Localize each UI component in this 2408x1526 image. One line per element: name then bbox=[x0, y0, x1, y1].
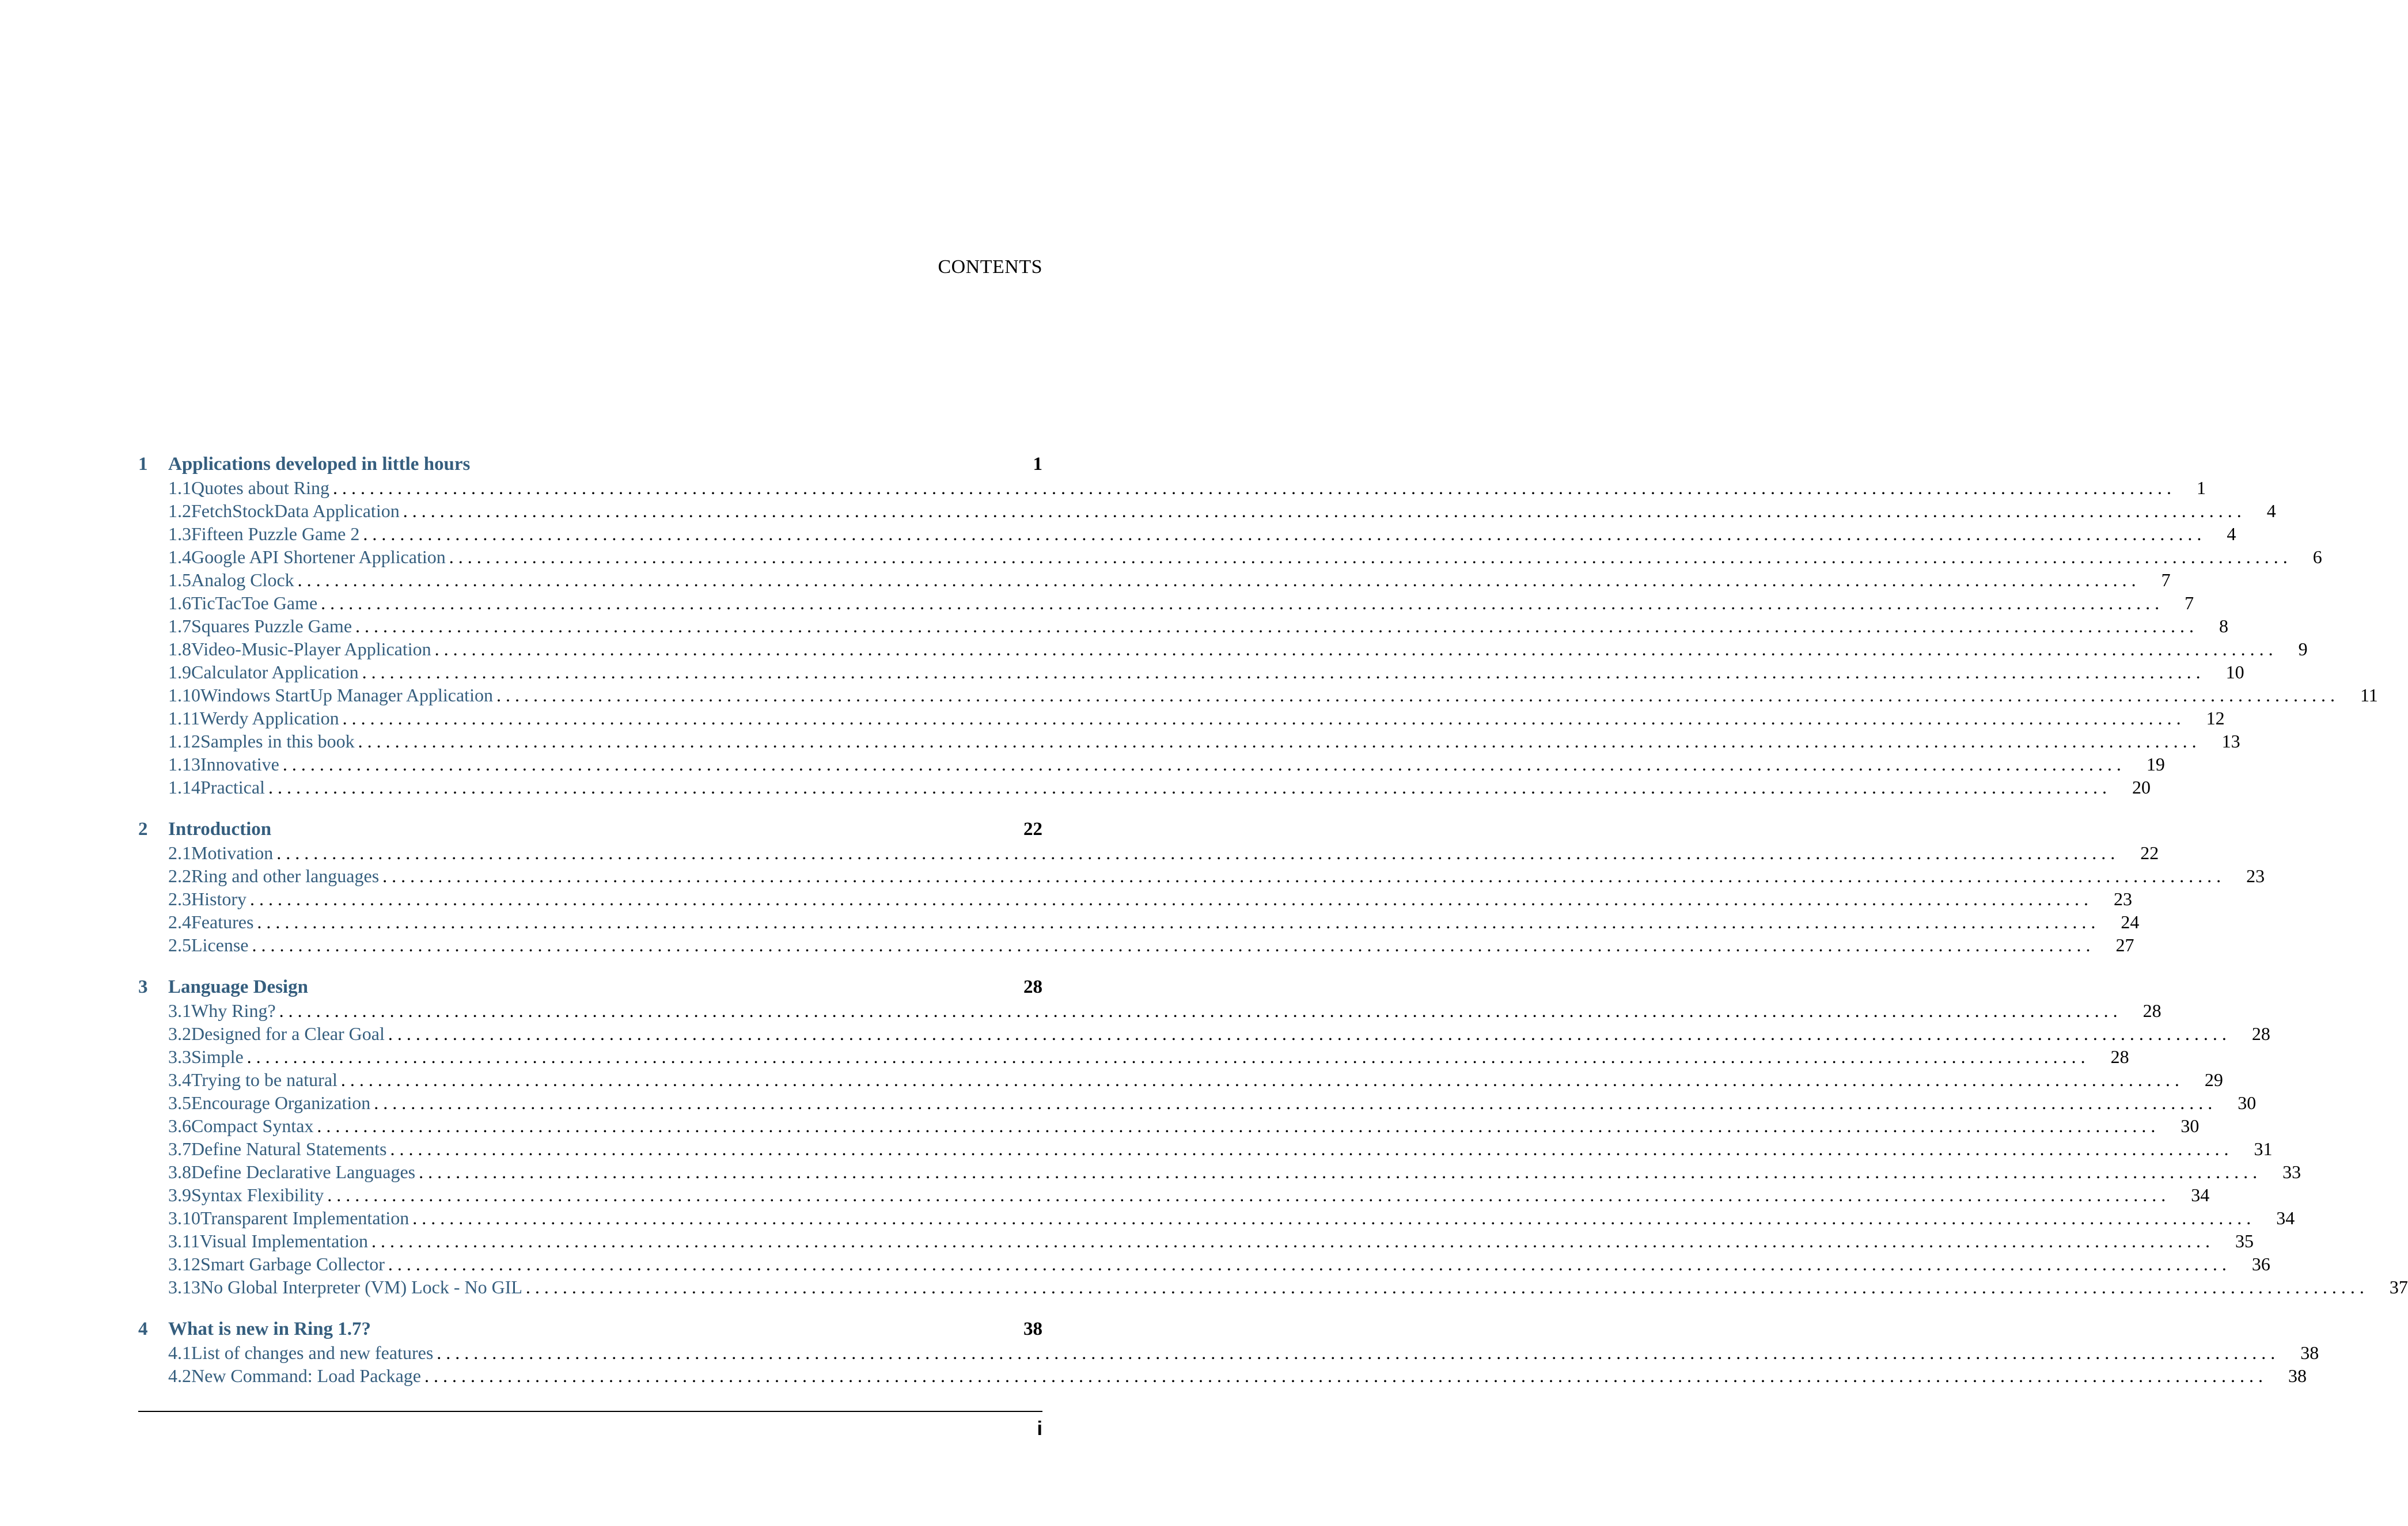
section-number: 1.3 bbox=[168, 523, 191, 544]
dot-leader: . . . . . . . . . . . . . . . . . . . . . . . . . . . . . . . . . . . . . . . . . . . . . . . . . . . . . . . . . . . . . . . . . . . . . . . . . . . . . . . . . . . . . . . . . . . . . . . . . . . . . . . . . . . . . . . . . . . . . . . . . . . . . . . . . . . . . . . . . . . . . . . . . . . . . . . . . . . . . . . . . . . . . . . . . . . . . . . . . . . . . . . . . . . . . . . . . . . . . . . . bbox=[247, 1046, 2085, 1067]
section-number: 1.1 bbox=[168, 477, 191, 498]
toc-section-link[interactable] bbox=[138, 1114, 2200, 1137]
section-number: 3.10 bbox=[168, 1208, 200, 1228]
toc-section-link[interactable] bbox=[138, 887, 2132, 910]
section-title[interactable]: FetchStockData Application bbox=[191, 500, 400, 521]
section-page-number: 8 bbox=[2219, 616, 2229, 636]
section-number: 1.5 bbox=[168, 570, 191, 590]
section-title[interactable]: Innovative bbox=[200, 754, 279, 775]
page-number: i bbox=[1037, 1418, 1042, 1440]
chapter-number: 2 bbox=[138, 819, 148, 840]
dot-leader: . . . . . . . . . . . . . . . . . . . . . . . . . . . . . . . . . . . . . . . . . . . . . . . . . . . . . . . . . . . . . . . . . . . . . . . . . . . . . . . . . . . . . . . . . . . . . . . . . . . . . . . . . . . . . . . . . . . . . . . . . . . . . . . . . . . . . . . . . . . . . . . . . . . . . . . . . . . . . . . . . . . . . . . . . . . . . . . . . . . . . . . . . . . . . . . . . . . . . . . . bbox=[342, 708, 2181, 728]
toc-section-link[interactable] bbox=[138, 707, 2225, 730]
section-number: 4.2 bbox=[168, 1365, 191, 1386]
toc-section-link[interactable] bbox=[138, 568, 2171, 591]
section-number: 3.1 bbox=[168, 1000, 191, 1021]
section-title[interactable]: List of changes and new features bbox=[191, 1342, 434, 1363]
dot-leader: . . . . . . . . . . . . . . . . . . . . . . . . . . . . . . . . . . . . . . . . . . . . . . . . . . . . . . . . . . . . . . . . . . . . . . . . . . . . . . . . . . . . . . . . . . . . . . . . . . . . . . . . . . . . . . . . . . . . . . . . . . . . . . . . . . . . . . . . . . . . . . . . . . . . . . . . . . . . . . . . . . . . . . . . . . . . . . . . . . . . . . . . . . . . . . . . . . . . . . . . bbox=[434, 639, 2273, 659]
dot-leader: . . . . . . . . . . . . . . . . . . . . . . . . . . . . . . . . . . . . . . . . . . . . . . . . . . . . . . . . . . . . . . . . . . . . . . . . . . . . . . . . . . . . . . . . . . . . . . . . . . . . . . . . . . . . . . . . . . . . . . . . . . . . . . . . . . . . . . . . . . . . . . . . . . . . . . . . . . . . . . . . . . . . . . . . . . . . . . . . . . . . . . . . . . . . . . . . . . . . . . . . bbox=[424, 1365, 2263, 1386]
page-header-title: CONTENTS bbox=[938, 256, 1042, 278]
toc-chapter bbox=[138, 1317, 2319, 1387]
dot-leader: . . . . . . . . . . . . . . . . . . . . . . . . . . . . . . . . . . . . . . . . . . . . . . . . . . . . . . . . . . . . . . . . . . . . . . . . . . . . . . . . . . . . . . . . . . . . . . . . . . . . . . . . . . . . . . . . . . . . . . . . . . . . . . . . . . . . . . . . . . . . . . . . . . . . . . . . . . . . . . . . . . . . . . . . . . . . . . . . . . . . . . . . . . . . . . . . . . . . . . . . bbox=[390, 1138, 2229, 1159]
chapter-title[interactable]: What is new in Ring 1.7? bbox=[168, 1319, 371, 1339]
section-number: 3.9 bbox=[168, 1185, 191, 1205]
dot-leader: . . . . . . . . . . . . . . . . . . . . . . . . . . . . . . . . . . . . . . . . . . . . . . . . . . . . . . . . . . . . . . . . . . . . . . . . . . . . . . . . . . . . . . . . . . . . . . . . . . . . . . . . . . . . . . . . . . . . . . . . . . . . . . . . . . . . . . . . . . . . . . . . . . . . . . . . . . . . . . . . . . . . . . . . . . . . . . . . . . . . . . . . . . . . . . . . . . . . . . . . bbox=[371, 1231, 2210, 1251]
section-title[interactable]: Video-Music-Player Application bbox=[191, 639, 431, 659]
toc-section-link[interactable] bbox=[138, 1091, 2257, 1114]
section-number: 3.3 bbox=[168, 1046, 191, 1067]
section-page-number: 9 bbox=[2298, 639, 2308, 659]
section-title[interactable]: Features bbox=[191, 912, 254, 932]
section-number: 2.5 bbox=[168, 935, 191, 955]
section-number: 2.3 bbox=[168, 889, 191, 909]
section-number: 3.5 bbox=[168, 1092, 191, 1113]
section-number: 3.7 bbox=[168, 1138, 191, 1159]
toc-chapter-link[interactable] bbox=[138, 452, 1042, 476]
section-page-number: 7 bbox=[2185, 593, 2194, 613]
toc-section-link[interactable] bbox=[138, 591, 2194, 614]
section-page-number: 30 bbox=[2238, 1092, 2257, 1113]
section-title[interactable]: Encourage Organization bbox=[191, 1092, 371, 1113]
section-page-number: 1 bbox=[2196, 477, 2206, 498]
section-number: 1.10 bbox=[168, 685, 200, 705]
section-title[interactable]: Compact Syntax bbox=[191, 1115, 314, 1136]
section-title[interactable]: New Command: Load Package bbox=[191, 1365, 421, 1386]
section-page-number: 34 bbox=[2276, 1208, 2295, 1228]
dot-leader: . . . . . . . . . . . . . . . . . . . . . . . . . . . . . . . . . . . . . . . . . . . . . . . . . . . . . . . . . . . . . . . . . . . . . . . . . . . . . . . . . . . . . . . . . . . . . . . . . . . . . . . . . . . . . . . . . . . . . . . . . . . . . . . . . . . . . . . . . . . . . . . . . . . . . . . . . . . . . . . . . . . . . . . . . . . . . . . . . . . . . . . . . . . . . . . . . . . . . . . . bbox=[449, 546, 2288, 567]
section-page-number: 27 bbox=[2115, 935, 2134, 955]
toc-chapter bbox=[138, 975, 2408, 1299]
dot-leader: . . . . . . . . . . . . . . . . . . . . . . . . . . . . . . . . . . . . . . . . . . . . . . . . . . . . . . . . . . . . . . . . . . . . . . . . . . . . . . . . . . . . . . . . . . . . . . . . . . . . . . . . . . . . . . . . . . . . . . . . . . . . . . . . . . . . . . . . . . . . . . . . . . . . . . . . . . . . . . . . . . . . . . . . . . . . . . . . . . . . . . . . . . . . . . . . . . . . . . . . bbox=[276, 842, 2115, 863]
dot-leader: . . . . . . . . . . . . . . . . . . . . . . . . . . . . . . . . . . . . . . . . . . . . . . . . . . . . . . . . . . . . . . . . . . . . . . . . . . . . . . . . . . . . . . . . . . . . . . . . . . . . . . . . . . . . . . . . . . . . . . . . . . . . . . . . . . . . . . . . . . . . . . . . . . . . . . . . . . . . . . . . . . . . . . . . . . . . . . . . . . . . . . . . . . . . . . . . . . . . . . . . bbox=[279, 1000, 2118, 1021]
section-number: 1.8 bbox=[168, 639, 191, 659]
section-title[interactable]: Define Declarative Languages bbox=[191, 1161, 416, 1182]
section-page-number: 19 bbox=[2146, 754, 2165, 775]
section-number: 3.4 bbox=[168, 1069, 191, 1090]
toc-section-link[interactable] bbox=[138, 1137, 2273, 1160]
section-page-number: 23 bbox=[2246, 866, 2265, 886]
dot-leader: . . . . . . . . . . . . . . . . . . . . . . . . . . . . . . . . . . . . . . . . . . . . . . . . . . . . . . . . . . . . . . . . . . . . . . . . . . . . . . . . . . . . . . . . . . . . . . . . . . . . . . . . . . . . . . . . . . . . . . . . . . . . . . . . . . . . . . . . . . . . . . . . . . . . . . . . . . . . . . . . . . . . . . . . . . . . . . . . . . . . . . . . . . . . . . . . . . . . . . . . bbox=[403, 500, 2242, 521]
toc-section-link[interactable] bbox=[138, 637, 2308, 660]
section-page-number: 30 bbox=[2181, 1115, 2200, 1136]
dot-leader: . . . . . . . . . . . . . . . . . . . . . . . . . . . . . . . . . . . . . . . . . . . . . . . . . . . . . . . . . . . . . . . . . . . . . . . . . . . . . . . . . . . . . . . . . . . . . . . . . . . . . . . . . . . . . . . . . . . . . . . . . . . . . . . . . . . . . . . . . . . . . . . . . . . . . . . . . . . . . . . . . . . . . . . . . . . . . . . . . . . . . . . . . . . . . . . . . . . . . . . . bbox=[282, 754, 2121, 775]
dot-leader: . . . . . . . . . . . . . . . . . . . . . . . . . . . . . . . . . . . . . . . . . . . . . . . . . . . . . . . . . . . . . . . . . . . . . . . . . . . . . . . . . . . . . . . . . . . . . . . . . . . . . . . . . . . . . . . . . . . . . . . . . . . . . . . . . . . . . . . . . . . . . . . . . . . . . . . . . . . . . . . . . . . . . . . . . . . . . . . . . . . . . . . . . . . . . . . . . . . . . . . . bbox=[340, 1069, 2179, 1090]
section-title[interactable]: No Global Interpreter (VM) Lock - No GIL bbox=[200, 1277, 522, 1297]
chapter-title[interactable]: Applications developed in little hours bbox=[168, 454, 471, 474]
toc-section-link[interactable] bbox=[138, 1045, 2129, 1068]
chapter-page-number: 1 bbox=[1033, 454, 1042, 474]
section-title[interactable]: Transparent Implementation bbox=[200, 1208, 409, 1228]
section-title[interactable]: Simple bbox=[191, 1046, 244, 1067]
section-number: 1.9 bbox=[168, 662, 191, 682]
section-page-number: 38 bbox=[2300, 1342, 2319, 1363]
section-title[interactable]: Define Natural Statements bbox=[191, 1138, 387, 1159]
dot-leader: . . . . . . . . . . . . . . . . . . . . . . . . . . . . . . . . . . . . . . . . . . . . . . . . . . . . . . . . . . . . . . . . . . . . . . . . . . . . . . . . . . . . . . . . . . . . . . . . . . . . . . . . . . . . . . . . . . . . . . . . . . . . . . . . . . . . . . . . . . . . . . . . . . . . . . . . . . . . . . . . . . . . . . . . . . . . . . . . . . . . . . . . . . . . . . . . . . . . . . . . bbox=[525, 1277, 2364, 1297]
dot-leader: . . . . . . . . . . . . . . . . . . . . . . . . . . . . . . . . . . . . . . . . . . . . . . . . . . . . . . . . . . . . . . . . . . . . . . . . . . . . . . . . . . . . . . . . . . . . . . . . . . . . . . . . . . . . . . . . . . . . . . . . . . . . . . . . . . . . . . . . . . . . . . . . . . . . . . . . . . . . . . . . . . . . . . . . . . . . . . . . . . . . . . . . . . . . . . . . . . . . . . . . bbox=[388, 1254, 2227, 1274]
dot-leader: . . . . . . . . . . . . . . . . . . . . . . . . . . . . . . . . . . . . . . . . . . . . . . . . . . . . . . . . . . . . . . . . . . . . . . . . . . . . . . . . . . . . . . . . . . . . . . . . . . . . . . . . . . . . . . . . . . . . . . . . . . . . . . . . . . . . . . . . . . . . . . . . . . . . . . . . . . . . . . . . . . . . . . . . . . . . . . . . . . . . . . . . . . . . . . . . . . . . . . . . bbox=[297, 570, 2136, 590]
section-title[interactable]: Google API Shortener Application bbox=[191, 546, 446, 567]
section-number: 3.11 bbox=[168, 1231, 200, 1251]
section-page-number: 28 bbox=[2251, 1023, 2270, 1044]
dot-leader: . . . . . . . . . . . . . . . . . . . . . . . . . . . . . . . . . . . . . . . . . . . . . . . . . . . . . . . . . . . . . . . . . . . . . . . . . . . . . . . . . . . . . . . . . . . . . . . . . . . . . . . . . . . . . . . . . . . . . . . . . . . . . . . . . . . . . . . . . . . . . . . . . . . . . . . . . . . . . . . . . . . . . . . . . . . . . . . . . . . . . . . . . . . . . . . . . . . . . . . . bbox=[362, 662, 2201, 682]
toc-section-link[interactable] bbox=[138, 614, 2229, 637]
toc-section-link[interactable] bbox=[138, 1068, 2223, 1091]
dot-leader: . . . . . . . . . . . . . . . . . . . . . . . . . . . . . . . . . . . . . . . . . . . . . . . . . . . . . . . . . . . . . . . . . . . . . . . . . . . . . . . . . . . . . . . . . . . . . . . . . . . . . . . . . . . . . . . . . . . . . . . . . . . . . . . . . . . . . . . . . . . . . . . . . . . . . . . . . . . . . . . . . . . . . . . . . . . . . . . . . . . . . . . . . . . . . . . . . . . . . . . . bbox=[250, 889, 2088, 909]
section-title[interactable]: Motivation bbox=[191, 842, 274, 863]
section-title[interactable]: Practical bbox=[200, 777, 265, 798]
section-title[interactable]: Werdy Application bbox=[199, 708, 339, 728]
dot-leader: . . . . . . . . . . . . . . . . . . . . . . . . . . . . . . . . . . . . . . . . . . . . . . . . . . . . . . . . . . . . . . . . . . . . . . . . . . . . . . . . . . . . . . . . . . . . . . . . . . . . . . . . . . . . . . . . . . . . . . . . . . . . . . . . . . . . . . . . . . . . . . . . . . . . . . . . . . . . . . . . . . . . . . . . . . . . . . . . . . . . . . . . . . . . . . . . . . . . . . . . bbox=[321, 593, 2160, 613]
section-page-number: 23 bbox=[2114, 889, 2132, 909]
toc-section-link[interactable] bbox=[138, 1160, 2301, 1183]
dot-leader: . . . . . . . . . . . . . . . . . . . . . . . . . . . . . . . . . . . . . . . . . . . . . . . . . . . . . . . . . . . . . . . . . . . . . . . . . . . . . . . . . . . . . . . . . . . . . . . . . . . . . . . . . . . . . . . . . . . . . . . . . . . . . . . . . . . . . . . . . . . . . . . . . . . . . . . . . . . . . . . . . . . . . . . . . . . . . . . . . . . . . . . . . . . . . . . . . . . . . . . . bbox=[317, 1115, 2156, 1136]
dot-leader: . . . . . . . . . . . . . . . . . . . . . . . . . . . . . . . . . . . . . . . . . . . . . . . . . . . . . . . . . . . . . . . . . . . . . . . . . . . . . . . . . . . . . . . . . . . . . . . . . . . . . . . . . . . . . . . . . . . . . . . . . . . . . . . . . . . . . . . . . . . . . . . . . . . . . . . . . . . . . . . . . . . . . . . . . . . . . . . . . . . . . . . . . . . . . . . . . . . . . . . . bbox=[355, 616, 2194, 636]
section-page-number: 38 bbox=[2288, 1365, 2307, 1386]
section-title[interactable]: Designed for a Clear Goal bbox=[191, 1023, 385, 1044]
toc-section-link[interactable] bbox=[138, 753, 2165, 776]
section-title[interactable]: Smart Garbage Collector bbox=[200, 1254, 385, 1274]
toc-chapter bbox=[138, 452, 2378, 799]
dot-leader: . . . . . . . . . . . . . . . . . . . . . . . . . . . . . . . . . . . . . . . . . . . . . . . . . . . . . . . . . . . . . . . . . . . . . . . . . . . . . . . . . . . . . . . . . . . . . . . . . . . . . . . . . . . . . . . . . . . . . . . . . . . . . . . . . . . . . . . . . . . . . . . . . . . . . . . . . . . . . . . . . . . . . . . . . . . . . . . . . . . . . . . . . . . . . . . . . . . . . . . . bbox=[268, 777, 2107, 798]
toc-section-link[interactable] bbox=[138, 545, 2322, 568]
toc-section-link[interactable] bbox=[138, 730, 2240, 753]
section-title[interactable]: Analog Clock bbox=[191, 570, 294, 590]
section-page-number: 33 bbox=[2282, 1161, 2301, 1182]
section-number: 1.13 bbox=[168, 754, 200, 775]
dot-leader: . . . . . . . . . . . . . . . . . . . . . . . . . . . . . . . . . . . . . . . . . . . . . . . . . . . . . . . . . . . . . . . . . . . . . . . . . . . . . . . . . . . . . . . . . . . . . . . . . . . . . . . . . . . . . . . . . . . . . . . . . . . . . . . . . . . . . . . . . . . . . . . . . . . . . . . . . . . . . . . . . . . . . . . . . . . . . . . . . . . . . . . . . . . . . . . . . . . . . . . . bbox=[374, 1092, 2213, 1113]
section-title[interactable]: Squares Puzzle Game bbox=[191, 616, 352, 636]
toc-chapter bbox=[138, 817, 2265, 956]
dot-leader: . . . . . . . . . . . . . . . . . . . . . . . . . . . . . . . . . . . . . . . . . . . . . . . . . . . . . . . . . . . . . . . . . . . . . . . . . . . . . . . . . . . . . . . . . . . . . . . . . . . . . . . . . . . . . . . . . . . . . . . . . . . . . . . . . . . . . . . . . . . . . . . . . . . . . . . . . . . . . . . . . . . . . . . . . . . . . . . . . . . . . . . . . . . . . . . . . . . . . . . . bbox=[363, 523, 2202, 544]
section-number: 2.2 bbox=[168, 866, 191, 886]
section-page-number: 22 bbox=[2140, 842, 2159, 863]
section-title[interactable]: History bbox=[191, 889, 247, 909]
section-number: 1.2 bbox=[168, 500, 191, 521]
dot-leader: . . . . . . . . . . . . . . . . . . . . . . . . . . . . . . . . . . . . . . . . . . . . . . . . . . . . . . . . . . . . . . . . . . . . . . . . . . . . . . . . . . . . . . . . . . . . . . . . . . . . . . . . . . . . . . . . . . . . . . . . . . . . . . . . . . . . . . . . . . . . . . . . . . . . . . . . . . . . . . . . . . . . . . . . . . . . . . . . . . . . . . . . . . . . . . . . . . . . . . . . bbox=[358, 731, 2197, 751]
section-number: 4.1 bbox=[168, 1342, 191, 1363]
section-page-number: 7 bbox=[2161, 570, 2171, 590]
chapter-title[interactable]: Language Design bbox=[168, 977, 308, 997]
dot-leader: . . . . . . . . . . . . . . . . . . . . . . . . . . . . . . . . . . . . . . . . . . . . . . . . . . . . . . . . . . . . . . . . . . . . . . . . . . . . . . . . . . . . . . . . . . . . . . . . . . . . . . . . . . . . . . . . . . . . . . . . . . . . . . . . . . . . . . . . . . . . . . . . . . . . . . . . . . . . . . . . . . . . . . . . . . . . . . . . . . . . . . . . . . . . . . . . . . . . . . . . bbox=[412, 1208, 2251, 1228]
section-title[interactable]: Windows StartUp Manager Application bbox=[200, 685, 493, 705]
toc-section-link[interactable] bbox=[138, 910, 2140, 933]
chapter-number: 1 bbox=[138, 454, 148, 474]
dot-leader: . . . . . . . . . . . . . . . . . . . . . . . . . . . . . . . . . . . . . . . . . . . . . . . . . . . . . . . . . . . . . . . . . . . . . . . . . . . . . . . . . . . . . . . . . . . . . . . . . . . . . . . . . . . . . . . . . . . . . . . . . . . . . . . . . . . . . . . . . . . . . . . . . . . . . . . . . . . . . . . . . . . . . . . . . . . . . . . . . . . . . . . . . . . . . . . . . . . . . . . . bbox=[332, 477, 2171, 498]
footer-divider bbox=[138, 1411, 1042, 1412]
toc-chapter-link[interactable] bbox=[138, 1317, 1042, 1341]
dot-leader: . . . . . . . . . . . . . . . . . . . . . . . . . . . . . . . . . . . . . . . . . . . . . . . . . . . . . . . . . . . . . . . . . . . . . . . . . . . . . . . . . . . . . . . . . . . . . . . . . . . . . . . . . . . . . . . . . . . . . . . . . . . . . . . . . . . . . . . . . . . . . . . . . . . . . . . . . . . . . . . . . . . . . . . . . . . . . . . . . . . . . . . . . . . . . . . . . . . . . . . . bbox=[419, 1161, 2258, 1182]
section-number: 3.12 bbox=[168, 1254, 200, 1274]
section-number: 3.13 bbox=[168, 1277, 200, 1297]
dot-leader: . . . . . . . . . . . . . . . . . . . . . . . . . . . . . . . . . . . . . . . . . . . . . . . . . . . . . . . . . . . . . . . . . . . . . . . . . . . . . . . . . . . . . . . . . . . . . . . . . . . . . . . . . . . . . . . . . . . . . . . . . . . . . . . . . . . . . . . . . . . . . . . . . . . . . . . . . . . . . . . . . . . . . . . . . . . . . . . . . . . . . . . . . . . . . . . . . . . . . . . . bbox=[327, 1185, 2166, 1205]
toc-section-link[interactable] bbox=[138, 1229, 2254, 1252]
section-title[interactable]: Ring and other languages bbox=[191, 866, 380, 886]
dot-leader: . . . . . . . . . . . . . . . . . . . . . . . . . . . . . . . . . . . . . . . . . . . . . . . . . . . . . . . . . . . . . . . . . . . . . . . . . . . . . . . . . . . . . . . . . . . . . . . . . . . . . . . . . . . . . . . . . . . . . . . . . . . . . . . . . . . . . . . . . . . . . . . . . . . . . . . . . . . . . . . . . . . . . . . . . . . . . . . . . . . . . . . . . . . . . . . . . . . . . . . . bbox=[496, 685, 2335, 705]
dot-leader: . . . . . . . . . . . . . . . . . . . . . . . . . . . . . . . . . . . . . . . . . . . . . . . . . . . . . . . . . . . . . . . . . . . . . . . . . . . . . . . . . . . . . . . . . . . . . . . . . . . . . . . . . . . . . . . . . . . . . . . . . . . . . . . . . . . . . . . . . . . . . . . . . . . . . . . . . . . . . . . . . . . . . . . . . . . . . . . . . . . . . . . . . . . . . . . . . . . . . . . . bbox=[388, 1023, 2227, 1044]
toc-section-link[interactable] bbox=[138, 1022, 2270, 1045]
section-page-number: 31 bbox=[2254, 1138, 2273, 1159]
dot-leader: . . . . . . . . . . . . . . . . . . . . . . . . . . . . . . . . . . . . . . . . . . . . . . . . . . . . . . . . . . . . . . . . . . . . . . . . . . . . . . . . . . . . . . . . . . . . . . . . . . . . . . . . . . . . . . . . . . . . . . . . . . . . . . . . . . . . . . . . . . . . . . . . . . . . . . . . . . . . . . . . . . . . . . . . . . . . . . . . . . . . . . . . . . . . . . . . . . . . . . . . bbox=[437, 1342, 2276, 1363]
chapter-number: 4 bbox=[138, 1319, 148, 1339]
section-number: 2.4 bbox=[168, 912, 191, 932]
section-number: 1.4 bbox=[168, 546, 191, 567]
section-page-number: 28 bbox=[2110, 1046, 2129, 1067]
section-title[interactable]: Visual Implementation bbox=[199, 1231, 369, 1251]
section-page-number: 29 bbox=[2204, 1069, 2223, 1090]
dot-leader: . . . . . . . . . . . . . . . . . . . . . . . . . . . . . . . . . . . . . . . . . . . . . . . . . . . . . . . . . . . . . . . . . . . . . . . . . . . . . . . . . . . . . . . . . . . . . . . . . . . . . . . . . . . . . . . . . . . . . . . . . . . . . . . . . . . . . . . . . . . . . . . . . . . . . . . . . . . . . . . . . . . . . . . . . . . . . . . . . . . . . . . . . . . . . . . . . . . . . . . . bbox=[257, 912, 2096, 932]
toc-section-link[interactable] bbox=[138, 1183, 2210, 1206]
toc-section-link[interactable] bbox=[138, 499, 2276, 522]
section-page-number: 4 bbox=[2227, 523, 2236, 544]
table-of-contents bbox=[138, 452, 2408, 1406]
toc-section-link[interactable] bbox=[138, 476, 2206, 499]
section-number: 3.2 bbox=[168, 1023, 191, 1044]
section-page-number: 24 bbox=[2121, 912, 2140, 932]
toc-section-link[interactable] bbox=[138, 1341, 2319, 1364]
section-number: 1.14 bbox=[168, 777, 200, 798]
toc-section-link[interactable] bbox=[138, 1364, 2307, 1387]
toc-section-link[interactable] bbox=[138, 864, 2265, 887]
toc-section-link[interactable] bbox=[138, 684, 2378, 707]
section-title[interactable]: Quotes about Ring bbox=[191, 477, 329, 498]
chapter-page-number: 22 bbox=[1023, 819, 1042, 840]
dot-leader: . . . . . . . . . . . . . . . . . . . . . . . . . . . . . . . . . . . . . . . . . . . . . . . . . . . . . . . . . . . . . . . . . . . . . . . . . . . . . . . . . . . . . . . . . . . . . . . . . . . . . . . . . . . . . . . . . . . . . . . . . . . . . . . . . . . . . . . . . . . . . . . . . . . . . . . . . . . . . . . . . . . . . . . . . . . . . . . . . . . . . . . . . . . . . . . . . . . . . . . . bbox=[252, 935, 2091, 955]
toc-section-link[interactable] bbox=[138, 1276, 2408, 1299]
section-number: 1.12 bbox=[168, 731, 200, 751]
section-title[interactable]: License bbox=[191, 935, 249, 955]
toc-section-link[interactable] bbox=[138, 1252, 2270, 1276]
section-page-number: 28 bbox=[2142, 1000, 2161, 1021]
chapter-page-number: 28 bbox=[1023, 977, 1042, 997]
section-page-number: 37 bbox=[2389, 1277, 2408, 1297]
section-page-number: 11 bbox=[2360, 685, 2378, 705]
toc-section-link[interactable] bbox=[138, 776, 2151, 799]
section-page-number: 34 bbox=[2191, 1185, 2210, 1205]
chapter-number: 3 bbox=[138, 977, 148, 997]
section-title[interactable]: Trying to be natural bbox=[191, 1069, 338, 1090]
chapter-page-number: 38 bbox=[1023, 1319, 1042, 1339]
toc-section-link[interactable] bbox=[138, 660, 2244, 684]
section-page-number: 36 bbox=[2251, 1254, 2270, 1274]
section-page-number: 4 bbox=[2266, 500, 2276, 521]
chapter-title[interactable]: Introduction bbox=[168, 819, 272, 840]
section-title[interactable]: Why Ring? bbox=[191, 1000, 276, 1021]
section-title[interactable]: Fifteen Puzzle Game 2 bbox=[191, 523, 360, 544]
section-number: 1.6 bbox=[168, 593, 191, 613]
section-page-number: 35 bbox=[2235, 1231, 2254, 1251]
section-title[interactable]: TicTacToe Game bbox=[191, 593, 318, 613]
section-page-number: 12 bbox=[2206, 708, 2225, 728]
section-page-number: 20 bbox=[2132, 777, 2151, 798]
section-number: 3.6 bbox=[168, 1115, 191, 1136]
dot-leader: . . . . . . . . . . . . . . . . . . . . . . . . . . . . . . . . . . . . . . . . . . . . . . . . . . . . . . . . . . . . . . . . . . . . . . . . . . . . . . . . . . . . . . . . . . . . . . . . . . . . . . . . . . . . . . . . . . . . . . . . . . . . . . . . . . . . . . . . . . . . . . . . . . . . . . . . . . . . . . . . . . . . . . . . . . . . . . . . . . . . . . . . . . . . . . . . . . . . . . . . bbox=[382, 866, 2221, 886]
toc-chapter-link[interactable] bbox=[138, 975, 1042, 999]
section-page-number: 13 bbox=[2221, 731, 2240, 751]
section-title[interactable]: Calculator Application bbox=[191, 662, 359, 682]
section-page-number: 6 bbox=[2312, 546, 2322, 567]
section-number: 1.11 bbox=[168, 708, 200, 728]
toc-section-link[interactable] bbox=[138, 933, 2134, 956]
toc-section-link[interactable] bbox=[138, 841, 2159, 864]
section-number: 2.1 bbox=[168, 842, 191, 863]
toc-section-link[interactable] bbox=[138, 1206, 2295, 1229]
toc-chapter-link[interactable] bbox=[138, 817, 1042, 841]
section-number: 1.7 bbox=[168, 616, 191, 636]
toc-section-link[interactable] bbox=[138, 999, 2161, 1022]
section-number: 3.8 bbox=[168, 1161, 191, 1182]
section-page-number: 10 bbox=[2225, 662, 2244, 682]
section-title[interactable]: Syntax Flexibility bbox=[191, 1185, 324, 1205]
section-title[interactable]: Samples in this book bbox=[200, 731, 355, 751]
toc-section-link[interactable] bbox=[138, 522, 2236, 545]
